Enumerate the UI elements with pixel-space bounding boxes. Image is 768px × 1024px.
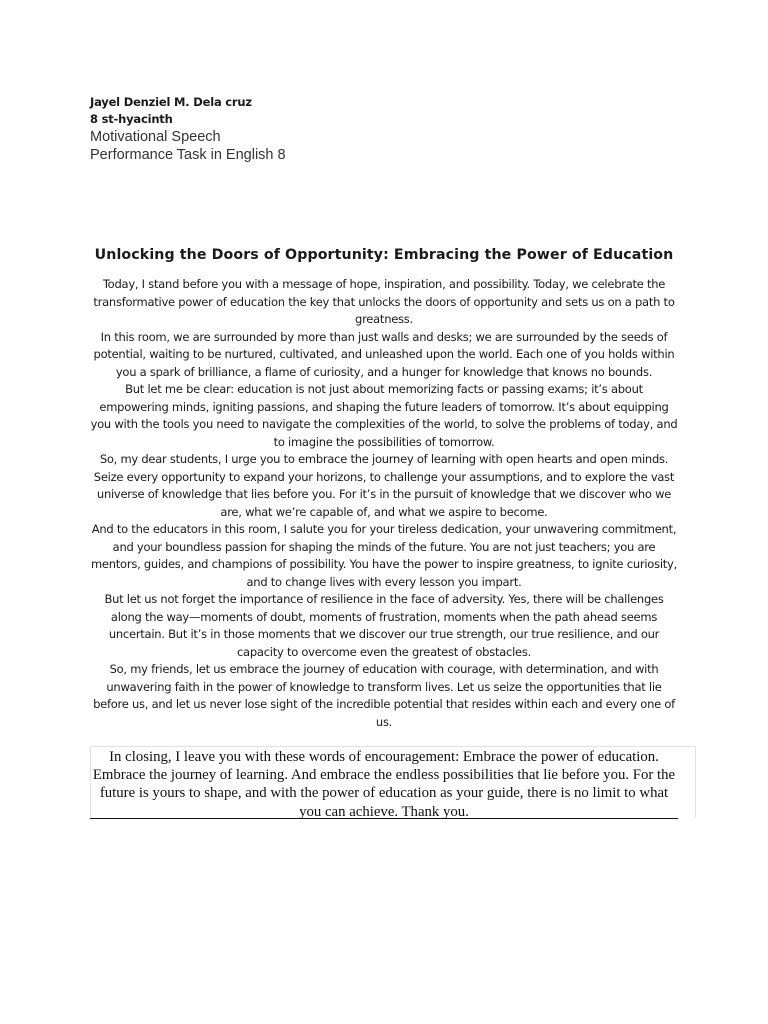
speech-body [90,276,678,731]
speech-paragraph: And to the educators in this room, I salute you for your tireless dedication, your unwavering commitment, and your boundless passion for shaping the minds of the future. You are not just teachers; you are mentors, guides, and champions of possibility. You have the power to inspire greatness, to ignite curiosity, and to change lives with every lesson you impart. [90,522,677,589]
closing-underline [90,818,678,819]
speech-paragraph: So, my dear students, I urge you to embrace the journey of learning with open hearts and open minds. Seize every opportunity to expand your horizons, to challenge your assumptions, and to explore the vast universe of knowledge that lies before you. For it’s in the pursuit of knowledge that we discover who we are, what we’re capable of, and what we aspire to become. [93,452,675,519]
speech-paragraph: But let us not forget the importance of resilience in the face of adversity. Yes, there will be challenges along the way—moments of doubt, moments of frustration, moments when the path ahead seems uncertain. But it’s in those moments that we discover our true strength, our true resilience, and our capacity to overcome even the greatest of obstacles. [104,592,664,659]
author-name: Jayel Denziel M. Dela cruz [90,95,252,109]
document-type: Motivational Speech [90,129,221,145]
speech-paragraph: Today, I stand before you with a message of hope, inspiration, and possibility. Today, we celebrate the transformative power of education the key that unlocks the doors of opportunity and sets us on a path to greatness. [93,277,675,326]
closing-paragraph: In closing, I leave you with these words of encouragement: Embrace the power of education. Embrace the journey of learning. And embrace the endless possibilities that lie before you. For the future is yours to shape, and with the power of education as your guide, there is no limit to what you can achieve. Thank you. [92,749,676,820]
task-label: Performance Task in English 8 [90,147,286,163]
speech-paragraph: But let me be clear: education is not just about memorizing facts or passing exams; it’s about empowering minds, igniting passions, and shaping the future leaders of tomorrow. It’s about equipping you with the tools you need to navigate the complexities of the world, to solve the problems of today, and to imagine the possibilities of tomorrow. [90,382,678,449]
class-section: 8 st-hyacinth [90,112,173,126]
speech-title: Unlocking the Doors of Opportunity: Embracing the Power of Education [94,247,674,263]
speech-paragraph: So, my friends, let us embrace the journey of education with courage, with determination, and with unwavering faith in the power of knowledge to transform lives. Let us seize the opportunities that lie before us, and let us never lose sight of the incredible potential that resides within each and every one of us. [93,662,675,729]
speech-paragraph: In this room, we are surrounded by more than just walls and desks; we are surrounded by the seeds of potential, waiting to be nurtured, cultivated, and unleashed upon the world. Each one of you holds within you a spark of brilliance, a flame of curiosity, and a hunger for knowledge that knows no bounds. [93,329,675,379]
document-header [90,94,690,164]
